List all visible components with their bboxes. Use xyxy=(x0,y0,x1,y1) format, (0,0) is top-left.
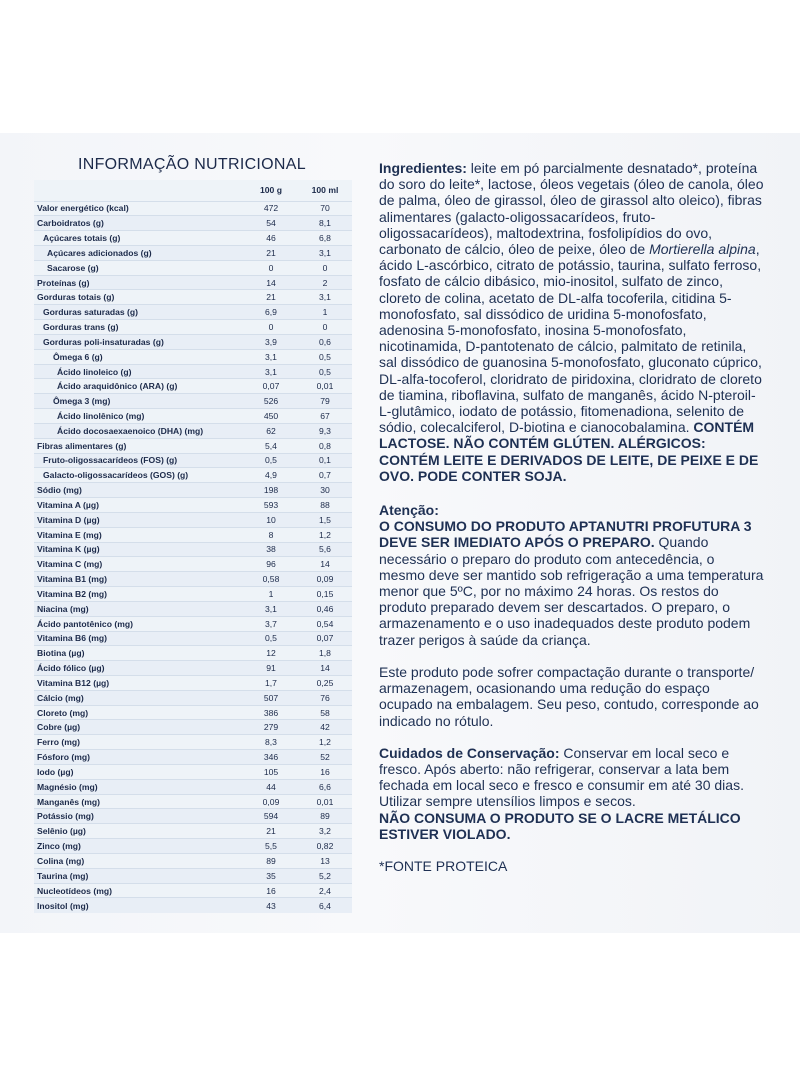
nutrient-label: Açúcares adicionados (g) xyxy=(34,245,244,260)
value-100g: 0,07 xyxy=(244,379,298,394)
nutrition-row xyxy=(34,394,352,409)
value-100g: 3,7 xyxy=(244,616,298,631)
value-100ml: 88 xyxy=(298,498,352,513)
value-100ml: 1,2 xyxy=(298,735,352,750)
header-100g: 100 g xyxy=(260,185,282,196)
nutrition-row xyxy=(34,245,352,260)
nutrient-label: Vitamina B12 (µg) xyxy=(34,676,244,691)
nutrient-label: Vitamina B2 (mg) xyxy=(34,587,244,602)
value-100ml: 42 xyxy=(298,720,352,735)
nutrition-row xyxy=(34,824,352,839)
value-100ml: 0,82 xyxy=(298,839,352,854)
nutrition-row xyxy=(34,676,352,691)
nutrient-label: Fibras alimentares (g) xyxy=(34,438,244,453)
nutrient-label: Gorduras totais (g) xyxy=(34,290,244,305)
value-100g: 0 xyxy=(244,260,298,275)
nutrition-row xyxy=(34,661,352,676)
ingredients-italic: Mortierella alpina xyxy=(649,241,756,258)
value-100ml: 8,1 xyxy=(298,216,352,231)
header-100ml: 100 ml xyxy=(311,185,339,196)
value-100g: 0,5 xyxy=(244,453,298,468)
storage-label: Cuidados de Conservação: xyxy=(379,744,560,761)
value-100ml: 0 xyxy=(298,320,352,335)
value-100g: 3,1 xyxy=(244,601,298,616)
nutrient-label: Ácido docosaexaenoico (DHA) (mg) xyxy=(34,423,244,438)
nutrition-row xyxy=(34,231,352,246)
nutrition-row xyxy=(34,720,352,735)
value-100g: 8,3 xyxy=(244,735,298,750)
nutrition-row xyxy=(34,216,352,231)
nutrition-row xyxy=(34,512,352,527)
value-100ml: 3,1 xyxy=(298,290,352,305)
nutrition-row xyxy=(34,809,352,824)
nutrient-label: Ácido araquidônico (ARA) (g) xyxy=(34,379,244,394)
value-100ml: 0,5 xyxy=(298,349,352,364)
nutrient-label: Ácido pantotênico (mg) xyxy=(34,616,244,631)
value-100g: 12 xyxy=(244,646,298,661)
nutrient-label: Niacina (mg) xyxy=(34,601,244,616)
value-100g: 105 xyxy=(244,764,298,779)
value-100g: 5,4 xyxy=(244,438,298,453)
nutrition-rows xyxy=(34,201,352,913)
nutrient-label: Fruto-oligossacarídeos (FOS) (g) xyxy=(34,453,244,468)
header-blank xyxy=(34,180,244,201)
value-100g: 89 xyxy=(244,853,298,868)
nutrition-row xyxy=(34,260,352,275)
nutrition-row xyxy=(34,453,352,468)
value-100ml: 14 xyxy=(298,661,352,676)
nutrient-label: Taurina (mg) xyxy=(34,868,244,883)
value-100g: 0,09 xyxy=(244,794,298,809)
nutrient-label: Manganês (mg) xyxy=(34,794,244,809)
nutrition-row xyxy=(34,542,352,557)
nutrition-row xyxy=(34,572,352,587)
value-100g: 593 xyxy=(244,498,298,513)
value-100ml: 1,5 xyxy=(298,512,352,527)
value-100g: 43 xyxy=(244,898,298,913)
value-100ml: 0,6 xyxy=(298,334,352,349)
nutrition-row xyxy=(34,379,352,394)
value-100ml: 6,8 xyxy=(298,231,352,246)
nutrition-row xyxy=(34,409,352,424)
value-100g: 21 xyxy=(244,290,298,305)
nutrient-label: Nucleotídeos (mg) xyxy=(34,883,244,898)
nutrition-table xyxy=(34,180,352,913)
storage-warning: NÃO CONSUMA O PRODUTO SE O LACRE METÁLICO ESTIVER VIOLADO. xyxy=(379,809,741,842)
value-100g: 8 xyxy=(244,527,298,542)
nutrient-label: Cobre (µg) xyxy=(34,720,244,735)
value-100g: 62 xyxy=(244,423,298,438)
value-100ml: 52 xyxy=(298,750,352,765)
value-100g: 46 xyxy=(244,231,298,246)
nutrient-label: Selênio (µg) xyxy=(34,824,244,839)
value-100ml: 5,6 xyxy=(298,542,352,557)
value-100ml: 1 xyxy=(298,305,352,320)
nutrition-row xyxy=(34,438,352,453)
value-100g: 3,1 xyxy=(244,349,298,364)
nutrient-label: Carboidratos (g) xyxy=(34,216,244,231)
nutrition-row xyxy=(34,839,352,854)
nutrition-row xyxy=(34,364,352,379)
value-100ml: 0,01 xyxy=(298,794,352,809)
nutrient-label: Vitamina D (µg) xyxy=(34,512,244,527)
value-100ml: 0,8 xyxy=(298,438,352,453)
storage-text: Conservar em local seco e fresco. Após aberto: não refrigerar, conservar a lata bem fechada em local seco e fresco e consumir em até 30 dias. Utilizar sempre utensílios limpos e secos. xyxy=(379,744,744,810)
nutrition-row xyxy=(34,483,352,498)
nutrition-row xyxy=(34,320,352,335)
value-100g: 1 xyxy=(244,587,298,602)
value-100ml: 30 xyxy=(298,483,352,498)
value-100ml: 0,01 xyxy=(298,379,352,394)
nutrient-label: Ferro (mg) xyxy=(34,735,244,750)
ingredients-paragraph xyxy=(379,160,764,484)
nutrient-label: Gorduras saturadas (g) xyxy=(34,305,244,320)
nutrient-label: Vitamina E (mg) xyxy=(34,527,244,542)
nutrient-label: Colina (mg) xyxy=(34,853,244,868)
nutrition-row xyxy=(34,290,352,305)
nutrition-row xyxy=(34,705,352,720)
nutrient-label: Gorduras trans (g) xyxy=(34,320,244,335)
value-100ml: 0,46 xyxy=(298,601,352,616)
nutrient-label: Ômega 6 (g) xyxy=(34,349,244,364)
nutrient-label: Gorduras poli-insaturadas (g) xyxy=(34,334,244,349)
nutrient-label: Vitamina C (mg) xyxy=(34,557,244,572)
value-100g: 16 xyxy=(244,883,298,898)
nutrition-row xyxy=(34,764,352,779)
value-100ml: 13 xyxy=(298,853,352,868)
nutrient-label: Vitamina B6 (mg) xyxy=(34,631,244,646)
value-100g: 0,58 xyxy=(244,572,298,587)
value-100g: 21 xyxy=(244,245,298,260)
nutrition-row xyxy=(34,750,352,765)
value-100g: 3,9 xyxy=(244,334,298,349)
value-100ml: 6,4 xyxy=(298,898,352,913)
value-100g: 1,7 xyxy=(244,676,298,691)
value-100ml: 58 xyxy=(298,705,352,720)
value-100g: 346 xyxy=(244,750,298,765)
nutrient-label: Valor energético (kcal) xyxy=(34,201,244,216)
value-100g: 38 xyxy=(244,542,298,557)
value-100g: 96 xyxy=(244,557,298,572)
allergen-warning: CONTÉM LACTOSE. NÃO CONTÉM GLÚTEN. ALÉRGICOS: CONTÉM LEITE E DERIVADOS DE LEITE, DE PEIXE E DE OVO. PODE CONTER SOJA. xyxy=(379,419,759,484)
nutrient-label: Galacto-oligossacarídeos (GOS) (g) xyxy=(34,468,244,483)
value-100g: 0,5 xyxy=(244,631,298,646)
value-100ml: 76 xyxy=(298,690,352,705)
nutrient-label: Potássio (mg) xyxy=(34,809,244,824)
nutrition-row xyxy=(34,794,352,809)
value-100g: 450 xyxy=(244,409,298,424)
value-100g: 472 xyxy=(244,201,298,216)
nutrition-header-row xyxy=(34,180,352,201)
value-100g: 594 xyxy=(244,809,298,824)
value-100g: 279 xyxy=(244,720,298,735)
nutrient-label: Inositol (mg) xyxy=(34,898,244,913)
nutrient-label: Sódio (mg) xyxy=(34,483,244,498)
nutrition-row xyxy=(34,201,352,216)
value-100g: 0 xyxy=(244,320,298,335)
value-100ml: 67 xyxy=(298,409,352,424)
value-100ml: 0,1 xyxy=(298,453,352,468)
value-100g: 526 xyxy=(244,394,298,409)
nutrition-row xyxy=(34,334,352,349)
nutrition-row xyxy=(34,631,352,646)
nutrition-row xyxy=(34,868,352,883)
nutrient-label: Vitamina B1 (mg) xyxy=(34,572,244,587)
nutrient-label: Ácido fólico (µg) xyxy=(34,661,244,676)
nutrition-row xyxy=(34,349,352,364)
nutrition-row xyxy=(34,498,352,513)
value-100g: 5,5 xyxy=(244,839,298,854)
attention-bold: O CONSUMO DO PRODUTO APTANUTRI PROFUTURA 3 DEVE SER IMEDIATO APÓS O PREPARO. xyxy=(379,518,752,551)
nutrition-title: INFORMAÇÃO NUTRICIONAL xyxy=(78,156,306,173)
value-100ml: 79 xyxy=(298,394,352,409)
nutrient-label: Ácido linoleico (g) xyxy=(34,364,244,379)
value-100g: 6,9 xyxy=(244,305,298,320)
nutrition-row xyxy=(34,587,352,602)
nutrient-label: Vitamina K (µg) xyxy=(34,542,244,557)
nutrition-row xyxy=(34,735,352,750)
value-100ml: 6,6 xyxy=(298,779,352,794)
ingredients-text-2: , ácido L-ascórbico, citrato de potássio, taurina, sulfato ferroso, fosfato de cálcio dibásico, mio-inositol, sulfato de zinco, cloreto de colina, acetato de DL-alfa tocoferila, citidina 5-monofosfato, sal dissódico de uridina 5-monofosfato, adenosina 5-monofosfato, inosina 5-monofosfato, nicotinamida, D-pantotenato de cálcio, palmitato de retinila, sal dissódico de guanosina 5-monofosfato, gluconato cúprico, DL-alfa-tocoferol, cloridrato de piridoxina, cloridrato de cloreto de tiamina, riboflavina, sulfato de manganês, ácido N-pteroil-L-glutâmico, iodato de potássio, fitomenadiona, selenito de sódio, colecalciferol, D-biotina e cianocobalamina. xyxy=(379,241,762,436)
compaction-paragraph: Este produto pode sofrer compactação durante o transporte/ armazenagem, ocasionando uma redução do espaço ocupado na embalagem. Seu peso, contudo, corresponde ao indicado no rótulo. xyxy=(379,663,759,729)
nutrient-label: Biotina (µg) xyxy=(34,646,244,661)
nutrient-label: Vitamina A (µg) xyxy=(34,498,244,513)
nutrition-row xyxy=(34,305,352,320)
nutrition-row xyxy=(34,423,352,438)
value-100ml: 0,5 xyxy=(298,364,352,379)
nutrition-row xyxy=(34,527,352,542)
nutrition-row xyxy=(34,601,352,616)
value-100g: 386 xyxy=(244,705,298,720)
value-100g: 10 xyxy=(244,512,298,527)
value-100ml: 1,2 xyxy=(298,527,352,542)
value-100g: 21 xyxy=(244,824,298,839)
footnote: *FONTE PROTEICA xyxy=(379,857,508,874)
nutrition-row xyxy=(34,557,352,572)
value-100g: 54 xyxy=(244,216,298,231)
value-100g: 4,9 xyxy=(244,468,298,483)
value-100ml: 0,25 xyxy=(298,676,352,691)
nutrient-label: Iodo (µg) xyxy=(34,764,244,779)
nutrition-row xyxy=(34,275,352,290)
nutrient-label: Ômega 3 (mg) xyxy=(34,394,244,409)
value-100g: 91 xyxy=(244,661,298,676)
value-100ml: 1,8 xyxy=(298,646,352,661)
value-100g: 3,1 xyxy=(244,364,298,379)
value-100g: 198 xyxy=(244,483,298,498)
value-100g: 507 xyxy=(244,690,298,705)
value-100ml: 0,54 xyxy=(298,616,352,631)
value-100ml: 2 xyxy=(298,275,352,290)
value-100ml: 0,7 xyxy=(298,468,352,483)
nutrition-row xyxy=(34,690,352,705)
value-100ml: 14 xyxy=(298,557,352,572)
value-100ml: 0,09 xyxy=(298,572,352,587)
nutrient-label: Açúcares totais (g) xyxy=(34,231,244,246)
nutrient-label: Ácido linolênico (mg) xyxy=(34,409,244,424)
nutrition-row xyxy=(34,883,352,898)
value-100ml: 5,2 xyxy=(298,868,352,883)
attention-label: Atenção: xyxy=(379,502,439,519)
attention-paragraph xyxy=(379,502,764,648)
nutrient-label: Proteínas (g) xyxy=(34,275,244,290)
nutrition-row xyxy=(34,853,352,868)
nutrition-row xyxy=(34,779,352,794)
value-100g: 35 xyxy=(244,868,298,883)
value-100g: 44 xyxy=(244,779,298,794)
value-100ml: 3,1 xyxy=(298,245,352,260)
nutrition-row xyxy=(34,646,352,661)
nutrient-label: Cálcio (mg) xyxy=(34,690,244,705)
nutrient-label: Cloreto (mg) xyxy=(34,705,244,720)
nutrient-label: Fósforo (mg) xyxy=(34,750,244,765)
value-100ml: 0,07 xyxy=(298,631,352,646)
value-100ml: 9,3 xyxy=(298,423,352,438)
nutrition-row xyxy=(34,616,352,631)
nutrition-row xyxy=(34,898,352,913)
ingredients-text-1: leite em pó parcialmente desnatado*, proteína do soro do leite*, lactose, óleos vegetais (óleo de canola, óleo de palma, óleo de girassol, óleo de girassol alto oleico), fibras alimentares (galacto-oligossacarídeos, fruto-oligossacarídeos), maltodextrina, fosfolipídios do ovo, carbonato de cálcio, óleo de peixe, óleo de xyxy=(379,160,764,258)
value-100ml: 89 xyxy=(298,809,352,824)
value-100ml: 3,2 xyxy=(298,824,352,839)
value-100ml: 70 xyxy=(298,201,352,216)
attention-text: Quando necessário o preparo do produto com antecedência, o mesmo deve ser mantido sob refrigeração a uma temperatura menor que 5ºC, por no máximo 24 horas. Os restos do produto preparado devem ser descartados. O preparo, o armazenamento e o uso inadequados deste produto podem trazer perigos à saúde da criança. xyxy=(379,534,764,648)
nutrient-label: Zinco (mg) xyxy=(34,839,244,854)
value-100ml: 2,4 xyxy=(298,883,352,898)
value-100ml: 16 xyxy=(298,764,352,779)
nutrient-label: Sacarose (g) xyxy=(34,260,244,275)
value-100ml: 0,15 xyxy=(298,587,352,602)
nutrition-row xyxy=(34,468,352,483)
value-100g: 14 xyxy=(244,275,298,290)
label-text-column xyxy=(379,160,764,874)
nutrient-label: Magnésio (mg) xyxy=(34,779,244,794)
ingredients-label: Ingredientes: xyxy=(379,160,467,176)
storage-paragraph xyxy=(379,745,764,842)
value-100ml: 0 xyxy=(298,260,352,275)
